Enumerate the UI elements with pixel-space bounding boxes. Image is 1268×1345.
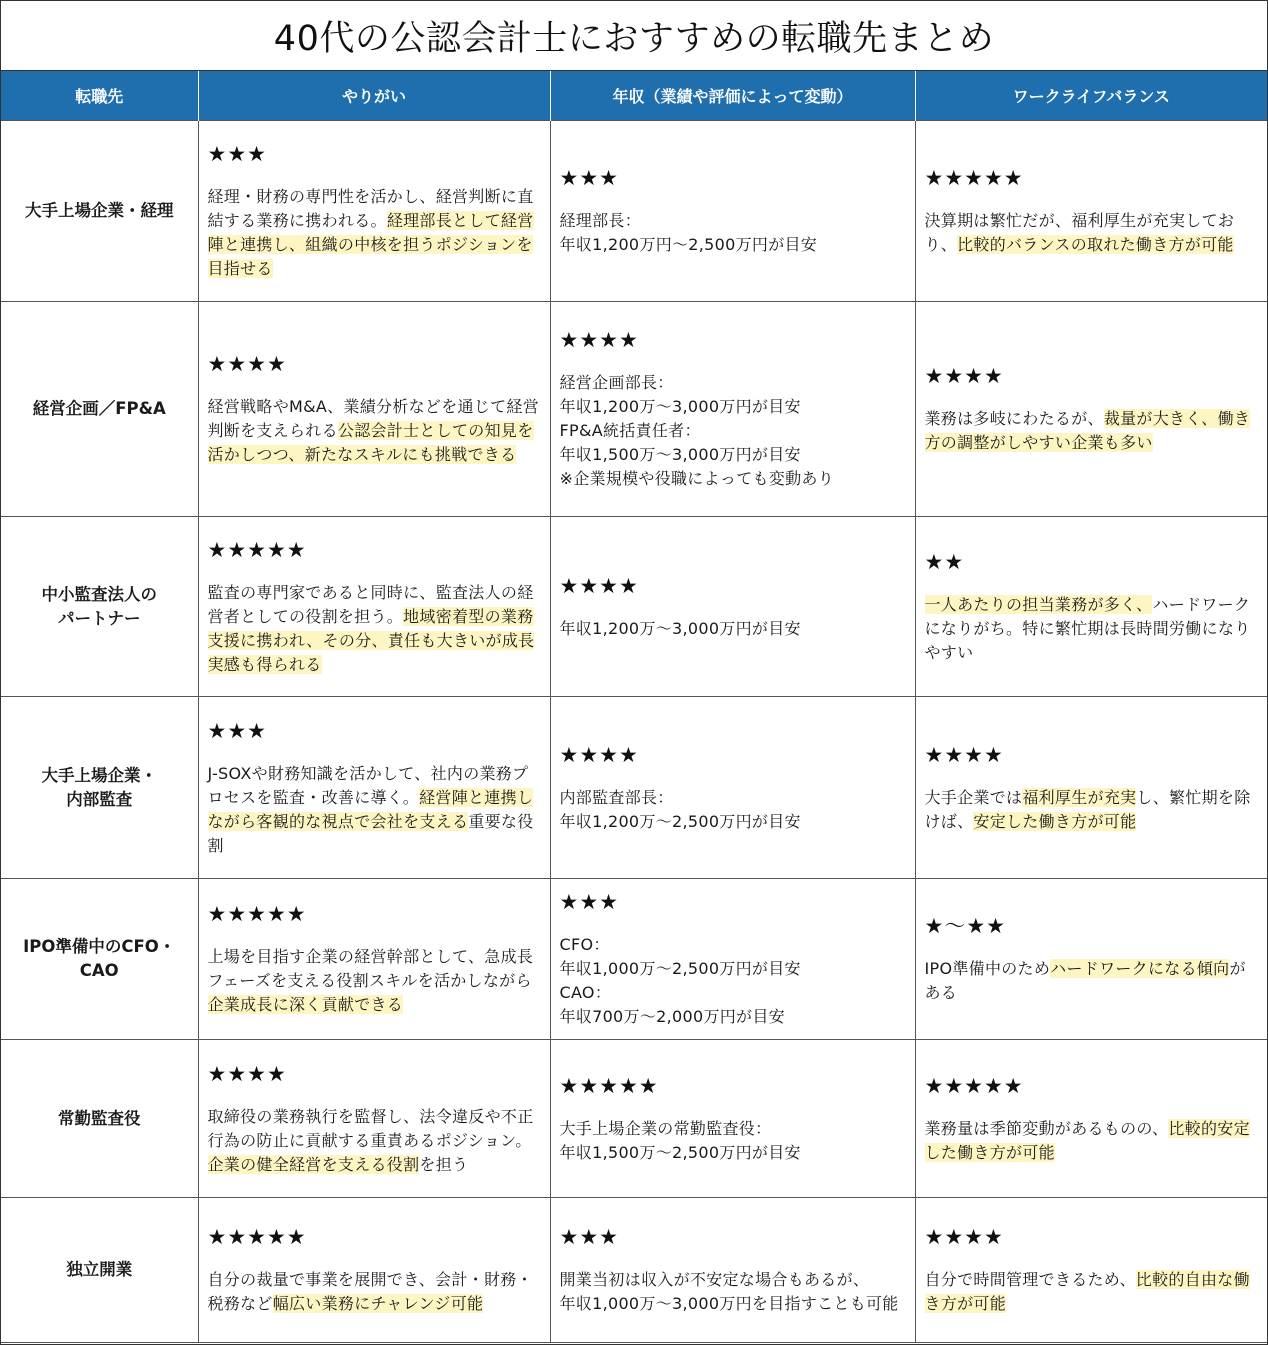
body-text: 自分の裁量で事業を展開でき、会計・財務・税務など <box>207 1270 533 1313</box>
description-text <box>208 1105 542 1177</box>
description-text <box>925 593 1260 665</box>
body-text: ハードワークになりがち。特に繁忙期は長時間労働になりやすい <box>924 594 1251 662</box>
destination-label: 大手上場企業・経理 <box>25 201 174 220</box>
highlighted-text: 経理部長として経営陣と連携し、組織の中核を担うポジションを目指せる <box>207 211 534 278</box>
header-work-life-balance: ワークライフバランス <box>915 71 1267 121</box>
header-destination: 転職先 <box>1 71 198 121</box>
body-text: 経営戦略やM&A、業績分析などを通じて経営判断を支えられる <box>207 397 540 440</box>
income-cell <box>550 879 915 1040</box>
income-line: 経理部長： <box>559 211 642 230</box>
destination-label: 常勤監査役 <box>58 1108 141 1128</box>
table-row <box>1 517 1267 697</box>
destination-label: 大手上場企業・ <box>41 765 157 785</box>
work-life-balance-cell <box>915 121 1267 302</box>
highlighted-text: ハードワークになる傾向 <box>1050 959 1230 978</box>
rewarding-cell <box>198 1040 550 1198</box>
income-line: 開業当初は収入が不安定な場合もあるが、 <box>559 1270 870 1289</box>
highlighted-text: 比較的安定した働き方が可能 <box>924 1118 1250 1162</box>
star-rating: ★★★★ <box>924 1225 1004 1249</box>
table-row <box>1 879 1267 1040</box>
highlighted-text: 福利厚生が充実 <box>1022 787 1137 807</box>
work-life-balance-cell <box>915 697 1267 879</box>
table-header-row <box>1 71 1267 121</box>
star-rating: ★★★★ <box>559 328 639 352</box>
income-text <box>560 371 907 491</box>
body-text: 上場を目指す企業の経営幹部として、急成長フェーズを支える役割スキルを活かしながら <box>207 947 534 990</box>
description-text <box>208 762 542 858</box>
income-cell <box>550 697 915 879</box>
star-rating: ★★★★★ <box>924 1073 1024 1098</box>
destination-label: 内部監査 <box>66 789 133 809</box>
body-text: 監査の専門家であると同時に、監査法人の経営者としての役割を担う。 <box>207 582 534 626</box>
body-text: を担う <box>419 1154 469 1174</box>
work-life-balance-cell <box>915 517 1267 697</box>
description-text <box>208 185 542 281</box>
income-line: FP&A統括責任者： <box>559 421 701 440</box>
destination-cell <box>1 1198 198 1343</box>
table-row <box>1 302 1267 517</box>
page-title: 40代の公認会計士におすすめの転職先まとめ <box>1 1 1267 71</box>
income-line: CFO： <box>559 935 610 954</box>
body-text: がある <box>924 959 1246 1002</box>
star-rating: ★★★ <box>559 166 619 190</box>
highlighted-text: 地域密着型の業務支援に携われ、その分、責任も大きいが成長実感も得られる <box>207 606 535 674</box>
star-rating: ★★★ <box>207 718 267 743</box>
star-rating: ★★★★ <box>924 742 1004 767</box>
rewarding-cell <box>198 302 550 517</box>
star-rating: ★★★★★ <box>207 1225 307 1249</box>
income-line: 年収1,200万〜3,000万円が目安 <box>559 618 801 638</box>
star-rating: ★★★★ <box>207 352 287 376</box>
rewarding-cell <box>198 879 550 1040</box>
income-text <box>560 617 907 641</box>
destination-label: 独立開業 <box>66 1260 133 1279</box>
header-income: 年収（業績や評価によって変動） <box>550 71 915 121</box>
destination-label: 経営企画／FP&A <box>32 399 166 418</box>
description-text <box>208 945 542 1017</box>
highlighted-text: 一人あたりの担当業務が多く、 <box>924 594 1153 614</box>
highlighted-text: 企業成長に深く貢献できる <box>207 995 404 1014</box>
star-rating: ★★★ <box>559 1225 619 1249</box>
income-line: 経営企画部長： <box>559 373 674 392</box>
body-text: 業務量は季節変動があるものの、 <box>924 1118 1169 1138</box>
table-row <box>1 121 1267 302</box>
work-life-balance-cell <box>915 1198 1267 1343</box>
income-cell <box>550 517 915 697</box>
highlighted-text: 安定した働き方が可能 <box>973 811 1137 831</box>
highlighted-text: 企業の健全経営を支える役割 <box>207 1154 420 1174</box>
star-rating: ★★★★★ <box>924 166 1024 190</box>
table-row <box>1 697 1267 879</box>
income-cell <box>550 1040 915 1198</box>
income-text <box>560 209 907 257</box>
star-rating: ★★★ <box>559 890 619 914</box>
highlighted-text: 比較的自由な働き方が可能 <box>924 1270 1250 1313</box>
work-life-balance-cell <box>915 1040 1267 1198</box>
income-cell <box>550 1198 915 1343</box>
income-text <box>560 786 907 834</box>
body-text: IPO準備中のため <box>924 959 1051 978</box>
work-life-balance-cell <box>915 302 1267 517</box>
income-line: 年収1,200万円〜2,500万円が目安 <box>559 235 818 254</box>
rewarding-cell <box>198 121 550 302</box>
destination-label: CAO <box>79 961 119 980</box>
body-text: 決算期は繁忙だが、福利厚生が充実しており、 <box>924 211 1235 254</box>
income-line: 内部監査部長： <box>559 787 674 807</box>
destination-cell <box>1 697 198 879</box>
highlighted-text: 公認会計士としての知見を活かしつつ、新たなスキルにも挑戦できる <box>207 421 534 464</box>
comparison-table <box>1 71 1267 1343</box>
income-line: 年収1,500万〜2,500万円が目安 <box>559 1142 801 1162</box>
destination-cell <box>1 1040 198 1198</box>
destination-cell <box>1 121 198 302</box>
description-text <box>925 1268 1260 1316</box>
star-rating: ★★ <box>924 549 965 574</box>
rewarding-cell <box>198 1198 550 1343</box>
highlighted-text: 裁量が大きく、働き方の調整がしやすい企業も多い <box>924 409 1251 452</box>
body-text: 業務は多岐にわたるが、 <box>924 409 1104 428</box>
destination-label: IPO準備中のCFO・ <box>23 937 176 956</box>
rewarding-cell <box>198 517 550 697</box>
work-life-balance-cell <box>915 879 1267 1040</box>
income-line: 年収1,500万〜3,000万円が目安 <box>559 445 801 464</box>
income-line: 年収1,200万〜3,000万円が目安 <box>559 397 801 416</box>
rewarding-cell <box>198 697 550 879</box>
description-text <box>208 581 542 677</box>
highlighted-text: 比較的バランスの取れた働き方が可能 <box>957 235 1234 254</box>
body-text: 経理・財務の専門性を活かし、経営判断に直結する業務に携われる。 <box>207 187 534 230</box>
description-text <box>925 209 1260 257</box>
table-row <box>1 1198 1267 1343</box>
income-cell <box>550 302 915 517</box>
star-rating: ★★★ <box>207 142 267 166</box>
star-rating: ★★★★★ <box>559 1073 659 1098</box>
body-text: し、繁忙期を除けば、 <box>924 787 1251 831</box>
destination-label: 中小監査法人の <box>41 584 157 604</box>
table-row <box>1 1040 1267 1198</box>
body-text: 取締役の業務執行を監督し、法令違反や不正行為の防止に貢献する重責あるポジション。 <box>207 1106 534 1150</box>
star-rating: ★★★★ <box>924 364 1004 388</box>
destination-label: パートナー <box>58 608 141 628</box>
description-text <box>208 395 542 467</box>
income-text <box>560 1268 907 1316</box>
body-text: J-SOXや財務知識を活かして、社内の業務プロセスを監査・改善に導く。 <box>207 763 529 807</box>
star-rating: ★★★★ <box>207 1061 287 1086</box>
star-rating: ★★★★★ <box>207 537 307 562</box>
destination-cell <box>1 302 198 517</box>
income-cell <box>550 121 915 302</box>
star-rating: ★★★★ <box>559 573 639 598</box>
destination-cell <box>1 517 198 697</box>
description-text <box>925 1117 1260 1165</box>
income-line: 大手上場企業の常勤監査役： <box>559 1118 772 1138</box>
income-line: ※企業規模や役職によっても変動あり <box>559 469 835 488</box>
header-rewarding: やりがい <box>198 71 550 121</box>
income-line: CAO： <box>559 983 612 1002</box>
description-text <box>208 1268 542 1316</box>
description-text <box>925 407 1260 455</box>
description-text <box>925 957 1260 1005</box>
star-rating: ★〜★★ <box>924 914 1006 938</box>
description-text <box>925 786 1260 834</box>
income-line: 年収700万〜2,000万円が目安 <box>559 1007 785 1026</box>
destination-cell <box>1 879 198 1040</box>
body-text: 大手企業では <box>924 787 1023 807</box>
star-rating: ★★★★★ <box>207 902 307 926</box>
income-text <box>560 933 907 1029</box>
highlighted-text: 幅広い業務にチャレンジ可能 <box>272 1294 484 1313</box>
table-body <box>1 121 1267 1343</box>
star-rating: ★★★★ <box>559 742 639 767</box>
income-line: 年収1,000万〜2,500万円が目安 <box>559 959 801 978</box>
income-line: 年収1,200万〜2,500万円が目安 <box>559 811 801 831</box>
income-line: 年収1,000万〜3,000万円を目指すことも可能 <box>559 1294 899 1313</box>
highlighted-text: 経営陣と連携しながら客観的な視点で会社を支える <box>207 787 534 831</box>
body-text: 重要な役割 <box>207 811 534 855</box>
income-text <box>560 1117 907 1165</box>
body-text: 自分で時間管理できるため、 <box>924 1270 1136 1289</box>
